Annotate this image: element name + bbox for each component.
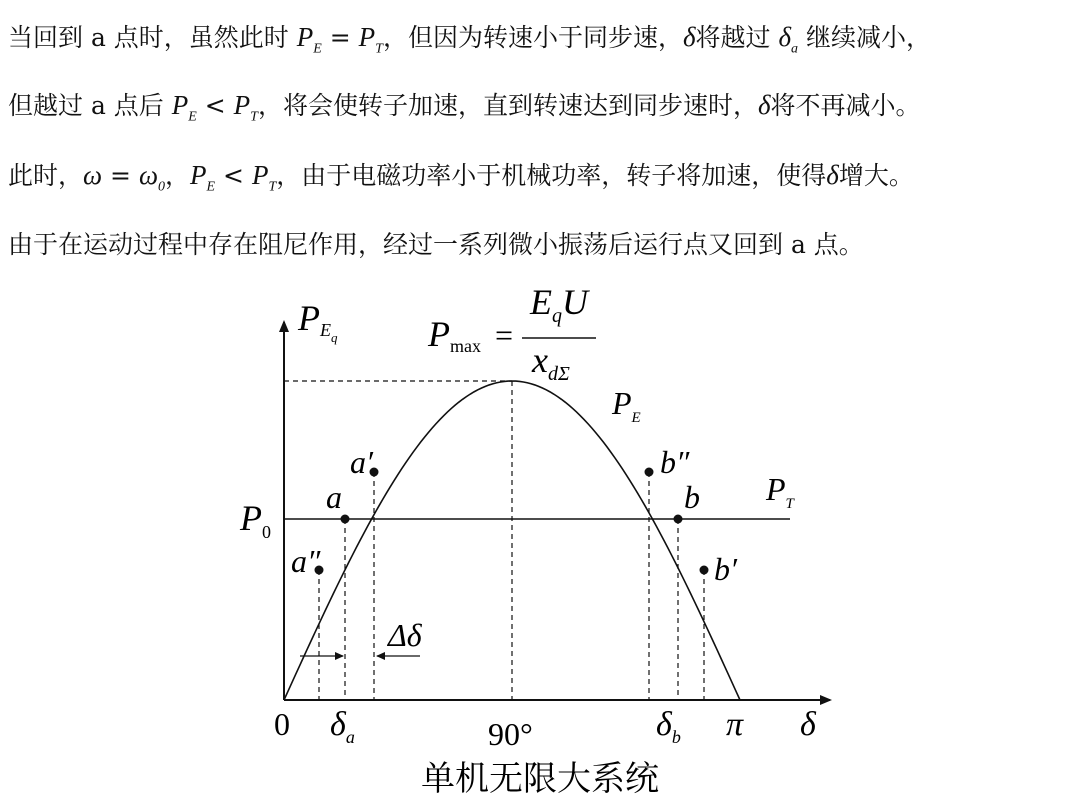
label-a-prime: a′	[350, 444, 373, 480]
pmax-numerator: $E_qU$	[530, 282, 588, 327]
math-subscript: E	[188, 109, 197, 125]
text-run: 增大。	[838, 161, 914, 190]
text-run: 此时，	[8, 161, 84, 190]
text-run: ，由于电磁功率小于机械功率，转子将加速，使得	[276, 161, 827, 190]
math-symbol: $P_E$	[171, 90, 197, 125]
point-a	[341, 515, 350, 524]
math-symbol: δ	[757, 90, 771, 120]
x-tick-90: 90°	[488, 716, 533, 752]
text-run: 但越过 a 点后	[8, 91, 172, 120]
figure-caption: 单机无限大系统	[421, 759, 659, 799]
math-symbol: ω	[83, 160, 103, 190]
point-b-dprime	[645, 468, 654, 477]
math-symbol: $P_T$	[358, 22, 383, 57]
origin-label: 0	[274, 706, 290, 742]
text-run: =	[102, 161, 139, 190]
x-axis-label: δ	[800, 706, 816, 743]
math-symbol: $\omega_0$	[138, 160, 166, 195]
text-run: =	[321, 23, 359, 52]
math-subscript: T	[375, 41, 383, 57]
text-run: 由于在运动过程中存在阻尼作用，经过一系列微小振荡后运行点又回到 a 点。	[8, 230, 864, 259]
pe-curve-label: $P_E$	[612, 385, 641, 426]
label-b-prime: b′	[714, 551, 737, 587]
label-b: b	[684, 479, 700, 515]
label-a-dprime: a″	[291, 543, 321, 579]
math-subscript: a	[791, 41, 799, 57]
p0-label: $P_0$	[240, 498, 271, 542]
math-symbol: δ	[826, 160, 839, 190]
point-b-prime	[700, 566, 709, 575]
label-b-dprime: b″	[660, 444, 690, 480]
math-subscript: 0	[158, 179, 166, 195]
pt-line-label: $P_T$	[766, 471, 794, 512]
point-b	[674, 515, 683, 524]
math-subscript: T	[250, 109, 258, 125]
text-run: <	[215, 161, 252, 190]
math-symbol: $P_E$	[296, 22, 322, 57]
text-run: 将不再减小。	[770, 91, 921, 120]
y-axis-label: PEq	[298, 298, 338, 345]
math-symbol: δ	[682, 22, 696, 52]
text-run: ，	[165, 161, 191, 190]
pmax-label: Pmax =	[428, 314, 514, 356]
text-run: ，但因为转速小于同步速，	[382, 23, 683, 52]
math-symbol: $P_E$	[190, 160, 216, 195]
delta-delta-label: Δδ	[388, 617, 422, 653]
x-tick-delta-b: $\delta_b$	[656, 706, 681, 747]
text-run: ，将会使转子加速，直到转速达到同步速时，	[257, 91, 758, 120]
math-subscript: T	[268, 179, 277, 195]
math-symbol: $P_T$	[233, 90, 258, 125]
text-run: 继续减小，	[798, 23, 931, 52]
math-symbol: $P_T$	[251, 160, 277, 195]
text-run: 将越过	[695, 23, 779, 52]
x-tick-pi: π	[726, 706, 744, 743]
math-subscript: E	[206, 179, 216, 195]
text-run: 当回到 a 点时，虽然此时	[8, 23, 297, 52]
label-a: a	[326, 479, 342, 515]
math-symbol: $\delta_a$	[778, 22, 799, 57]
text-run: <	[196, 91, 234, 120]
math-subscript: E	[313, 41, 322, 57]
pmax-denominator: $x_{d\Sigma}$	[532, 340, 570, 385]
x-tick-delta-a: $\delta_a$	[330, 706, 355, 747]
